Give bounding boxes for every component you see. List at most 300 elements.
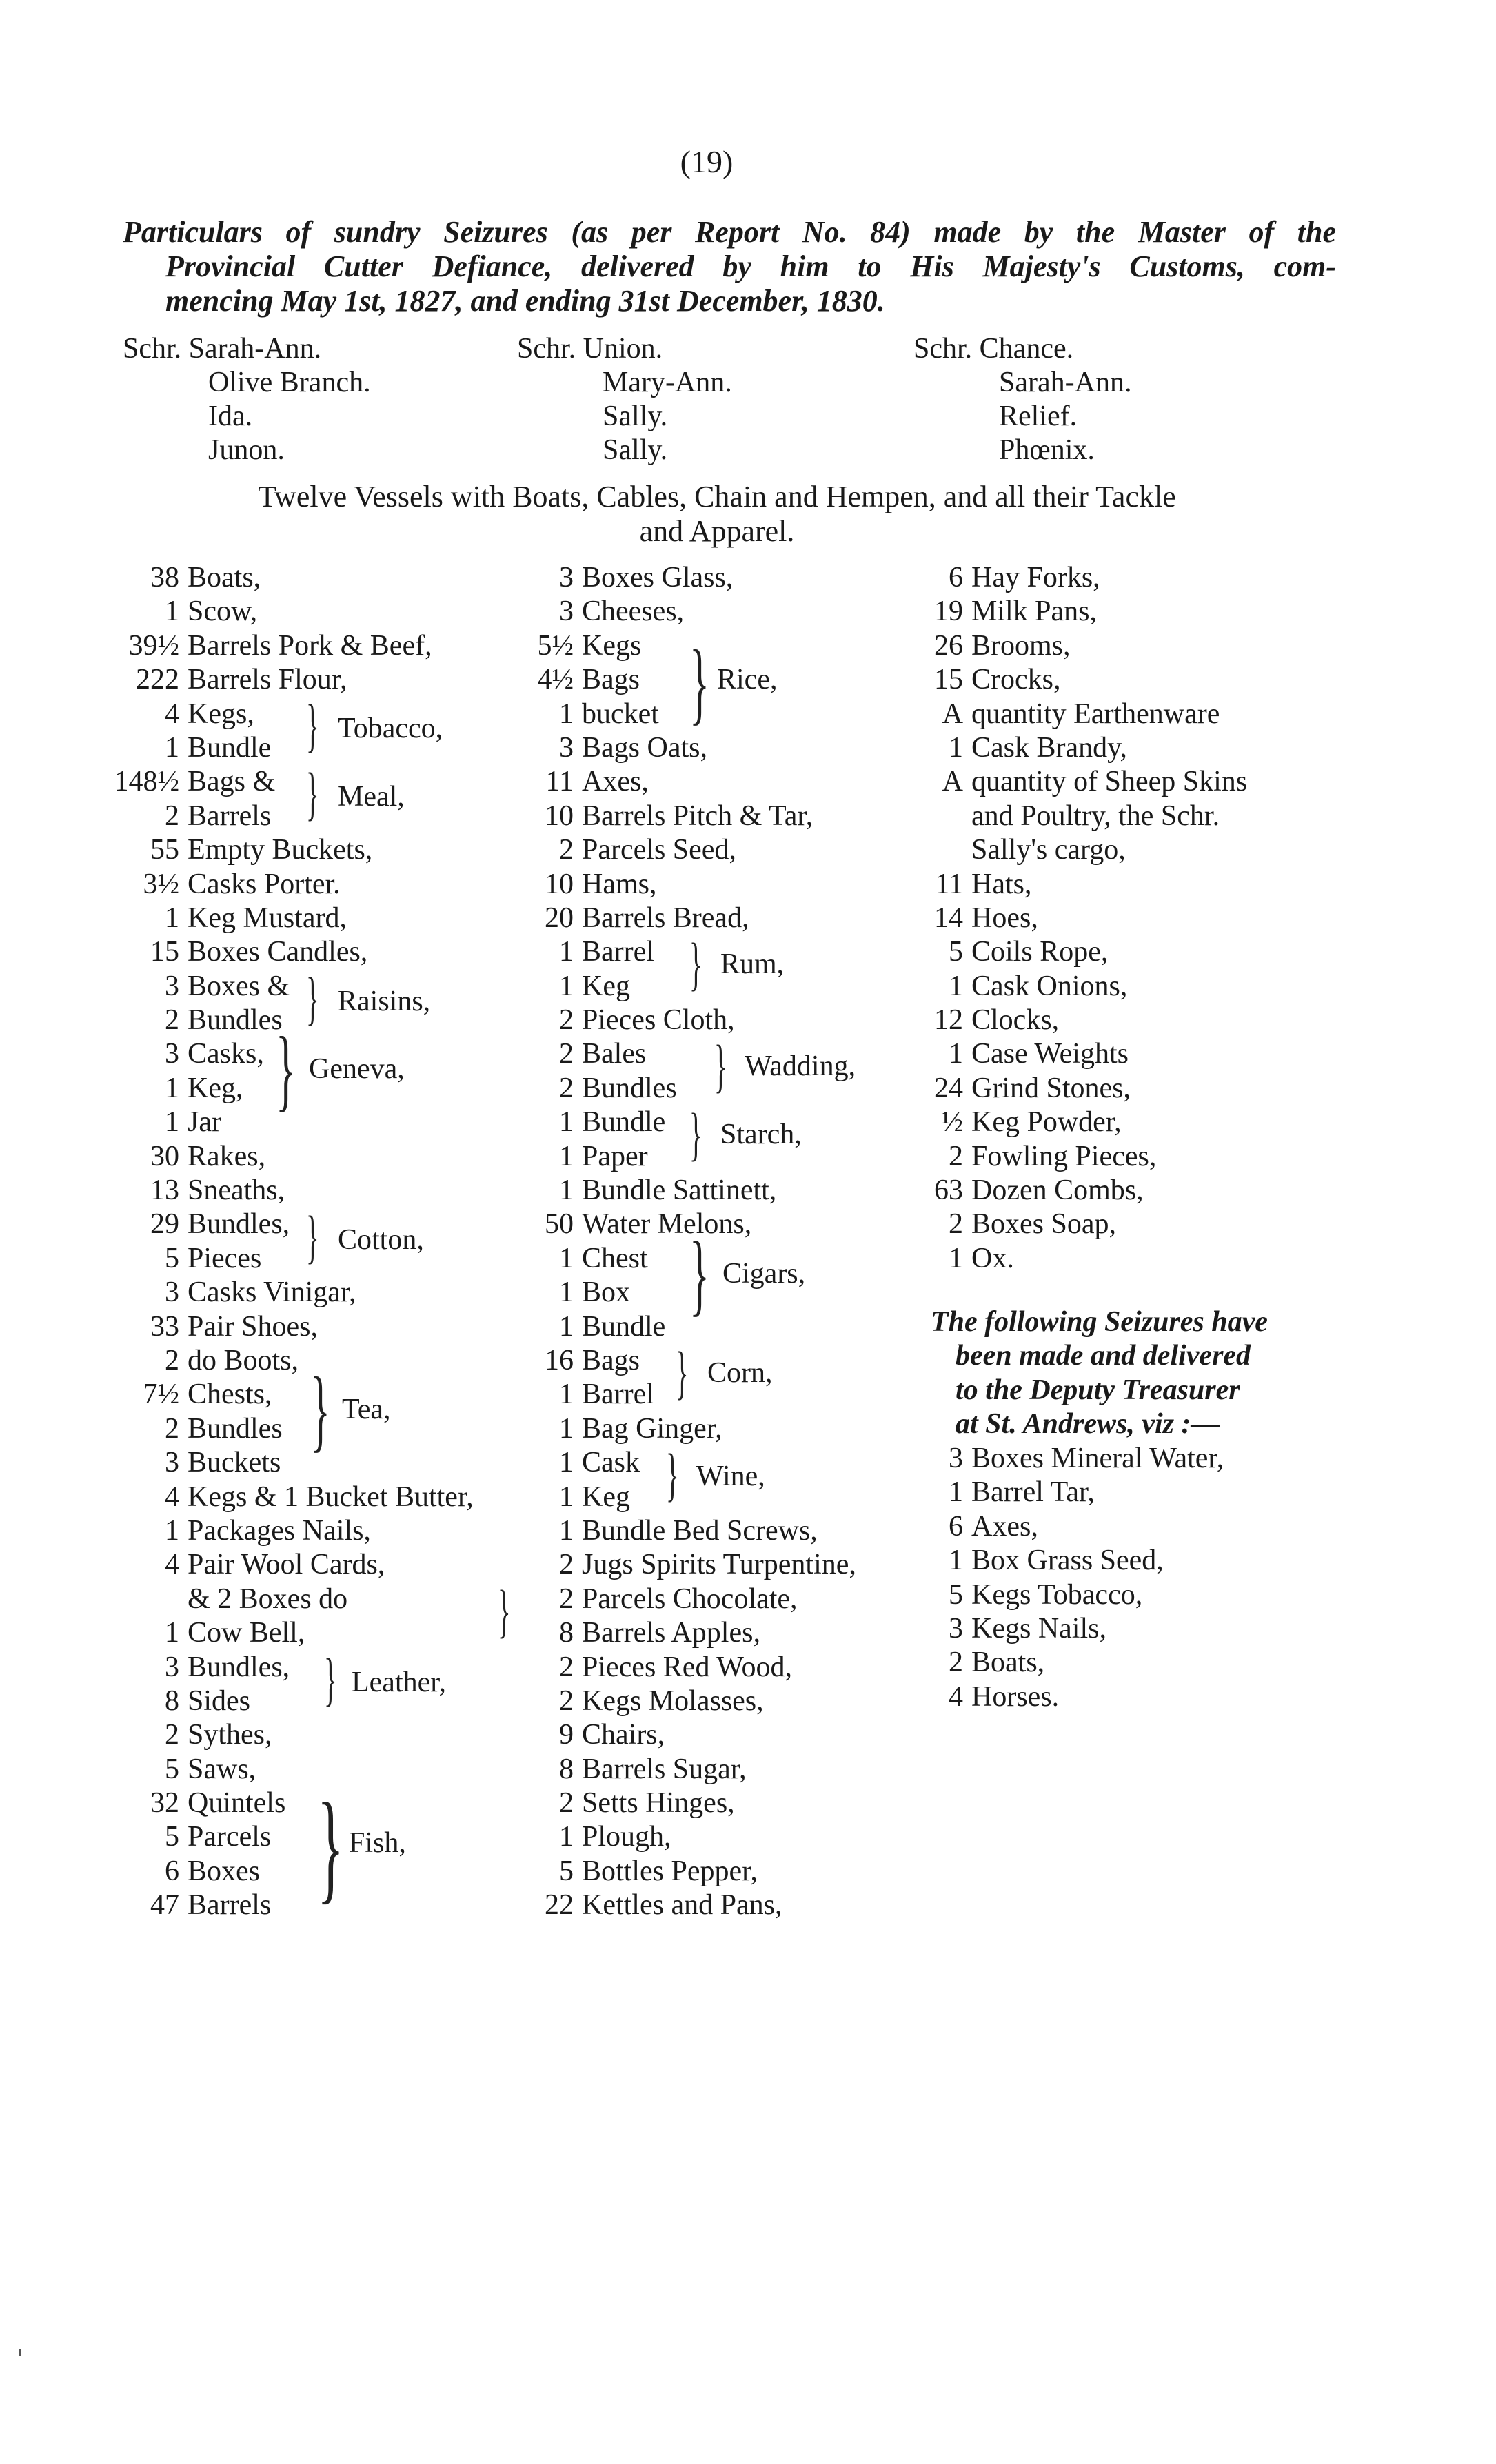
item-description: Kegs Tobacco, [971, 1578, 1143, 1611]
item-description: Sneaths, [188, 1174, 285, 1207]
item-description: Boxes Candles, [188, 936, 368, 968]
item-quantity: 1 [165, 1514, 179, 1547]
item-description: Grind Stones, [971, 1072, 1131, 1104]
list-item [510, 800, 931, 833]
item-description: Jugs Spirits Turpentine, [582, 1549, 856, 1581]
item-description: Bundles [582, 1072, 677, 1104]
item-description: Keg, [188, 1072, 243, 1104]
vessel-name: Relief. [999, 400, 1078, 432]
list-item [510, 1718, 931, 1752]
item-description: Parcels [188, 1821, 272, 1853]
item-quantity: 2 [165, 800, 179, 832]
item-quantity: 5½ [537, 629, 574, 662]
vessel-name: Olive Branch. [208, 367, 371, 398]
list-item [114, 1106, 541, 1139]
item-quantity: 1 [559, 936, 574, 968]
item-quantity: 1 [559, 1310, 574, 1343]
item-quantity: 4 [165, 1549, 179, 1581]
item-quantity: 2 [949, 1647, 963, 1679]
item-description: Cow Bell, [188, 1617, 305, 1649]
item-quantity: 2 [165, 1719, 179, 1751]
item-quantity: 22 [545, 1889, 574, 1922]
item-description: Kegs & 1 Bucket Butter, [188, 1480, 474, 1513]
item-quantity: 1 [559, 1447, 574, 1479]
item-quantity: 1 [949, 731, 963, 764]
group-label-tobacco: Tobacco, [338, 713, 443, 744]
item-quantity: 2 [559, 1038, 574, 1070]
group-label-meal: Meal, [338, 781, 405, 813]
list-item [510, 868, 931, 902]
item-quantity: 10 [545, 868, 574, 900]
item-description: Barrels Flour, [188, 664, 347, 696]
seizure-column-1 [114, 561, 541, 1923]
list-item [913, 1442, 1355, 1476]
list-item [114, 663, 541, 697]
item-description: Boats, [971, 1647, 1045, 1679]
list-item [913, 935, 1355, 969]
list-item [114, 1208, 541, 1241]
item-description: Hams, [582, 868, 657, 900]
item-description: Hats, [971, 868, 1032, 900]
item-description: Pieces [188, 1242, 262, 1274]
item-quantity: 32 [150, 1787, 179, 1820]
item-quantity: 4 [165, 698, 179, 730]
item-description: Pair Wool Cards, [188, 1549, 385, 1581]
item-description: Horses. [971, 1680, 1060, 1713]
item-description: Boxes [188, 1855, 260, 1887]
item-quantity: 5 [165, 1242, 179, 1274]
heading-line-1: Particulars of sundry Seizures (as per Report No. 84) made by the Master of the [123, 215, 1336, 249]
item-description: Bundle [582, 1106, 666, 1139]
list-item [510, 1786, 931, 1820]
item-description: Keg Powder, [971, 1106, 1122, 1139]
vessel-name: Mary-Ann. [603, 367, 732, 398]
brace-icon: } [714, 1032, 727, 1099]
brace-icon: } [689, 631, 709, 733]
list-item [114, 1582, 541, 1616]
seizures-heading-line: to the Deputy Treasurer [956, 1374, 1240, 1406]
list-item [114, 629, 541, 663]
item-quantity: 3 [559, 731, 574, 764]
group-label-rum: Rum, [720, 948, 785, 980]
list-item [913, 1072, 1355, 1106]
item-quantity: 5 [165, 1821, 179, 1853]
item-quantity: 15 [934, 664, 963, 696]
brace-icon: } [676, 1339, 689, 1405]
item-quantity: 2 [165, 1004, 179, 1037]
item-description: Sally's cargo, [971, 834, 1126, 866]
item-quantity: 3 [949, 1612, 963, 1645]
item-description: Bags [582, 1344, 640, 1376]
list-item [510, 629, 931, 663]
item-description: Cask Brandy, [971, 731, 1127, 764]
item-quantity: 5 [559, 1855, 574, 1887]
list-item [114, 800, 541, 833]
heading-line-2: Provincial Cutter Defiance, delivered by him to His Majesty's Customs, com- [165, 250, 1336, 283]
list-item [510, 902, 931, 935]
item-description: Barrels [188, 1889, 272, 1922]
item-description: Keg [582, 970, 630, 1002]
item-description: Clocks, [971, 1004, 1060, 1037]
brace-icon: } [666, 1441, 679, 1507]
item-description: Fowling Pieces, [971, 1140, 1157, 1172]
list-item [913, 1476, 1355, 1509]
item-quantity: 5 [165, 1753, 179, 1785]
item-quantity: 1 [559, 1106, 574, 1139]
brace-icon: } [306, 692, 319, 758]
delivered-seizures-list [913, 1442, 1355, 1714]
item-description: Sythes, [188, 1719, 272, 1751]
list-item [114, 1514, 541, 1548]
item-description: Boxes Glass, [582, 562, 734, 593]
item-quantity: 30 [150, 1140, 179, 1172]
brace-icon: } [689, 1223, 709, 1325]
twelve-vessels-note [138, 480, 1296, 549]
item-quantity: 12 [934, 1004, 963, 1037]
item-description: Barrels Pitch & Tar, [582, 800, 813, 832]
item-quantity: 1 [559, 1276, 574, 1309]
item-description: Hay Forks, [971, 562, 1100, 593]
item-quantity: 39½ [128, 629, 179, 662]
item-description: Rakes, [188, 1140, 266, 1172]
list-item [114, 698, 541, 731]
item-quantity: 1 [559, 1242, 574, 1274]
item-description: Packages Nails, [188, 1514, 371, 1547]
item-description: Scow, [188, 595, 258, 628]
list-item [913, 561, 1355, 595]
item-description: Pieces Cloth, [582, 1004, 735, 1037]
item-description: Axes, [971, 1510, 1038, 1542]
list-item [114, 833, 541, 867]
brace-icon: } [306, 965, 319, 1031]
item-quantity: 1 [949, 1476, 963, 1509]
item-quantity: 6 [949, 562, 963, 593]
list-item [114, 1548, 541, 1582]
list-item [114, 1310, 541, 1344]
document-heading [123, 215, 1336, 318]
twelve-vessels-line-2: and Apparel. [639, 514, 795, 548]
list-item [510, 698, 931, 731]
vessel-name: Schr. Sarah-Ann. [123, 333, 322, 365]
item-description: Bales [582, 1038, 647, 1070]
list-item [510, 1276, 931, 1310]
list-item [913, 1106, 1355, 1139]
list-item [114, 1174, 541, 1208]
item-quantity: 1 [949, 1242, 963, 1274]
brace-icon: } [498, 1578, 511, 1644]
item-quantity: 8 [559, 1617, 574, 1649]
item-quantity: 15 [150, 936, 179, 968]
list-item [114, 970, 541, 1004]
list-item [114, 1140, 541, 1174]
list-item [913, 1578, 1355, 1612]
item-description: Barrels Apples, [582, 1617, 760, 1649]
item-quantity: 33 [150, 1310, 179, 1343]
item-quantity: 2 [559, 1582, 574, 1615]
item-description: Bags [582, 664, 640, 696]
item-description: Parcels Chocolate, [582, 1582, 798, 1615]
item-quantity: 1 [165, 1617, 179, 1649]
item-quantity: 1 [165, 1072, 179, 1104]
list-item [114, 1276, 541, 1310]
item-quantity: 19 [934, 595, 963, 628]
item-description: bucket [582, 698, 659, 730]
item-description: Bundle [188, 731, 272, 764]
item-description: Bundle Bed Screws, [582, 1514, 818, 1547]
list-item [510, 833, 931, 867]
item-quantity: 29 [150, 1208, 179, 1241]
list-item [913, 970, 1355, 1004]
item-quantity: 1 [559, 1514, 574, 1547]
item-quantity: 9 [559, 1719, 574, 1751]
item-description: Empty Buckets, [188, 834, 373, 866]
item-description: Barrels Pork & Beef, [188, 629, 432, 662]
list-item [913, 1140, 1355, 1174]
item-quantity: 6 [165, 1855, 179, 1887]
item-description: Bundles, [188, 1651, 290, 1683]
item-quantity: 1 [165, 595, 179, 628]
vessel-list-1 [123, 332, 371, 467]
item-quantity: 47 [150, 1889, 179, 1922]
item-quantity: 26 [934, 629, 963, 662]
item-quantity: 1 [559, 1140, 574, 1172]
vessel-name: Ida. [208, 400, 253, 432]
item-description: Chests, [188, 1378, 272, 1411]
list-item [114, 1480, 541, 1514]
list-item [510, 1651, 931, 1684]
item-quantity: 2 [165, 1344, 179, 1376]
brace-icon: } [306, 760, 319, 826]
list-item [913, 629, 1355, 663]
vessel-name: Phœnix. [999, 434, 1095, 466]
item-quantity: 8 [165, 1684, 179, 1717]
item-quantity: 3 [165, 1038, 179, 1070]
group-label-fish: Fish, [349, 1827, 406, 1859]
list-item [913, 595, 1355, 629]
list-item [510, 1684, 931, 1718]
item-description: Chest [582, 1242, 648, 1274]
item-quantity: 3 [559, 562, 574, 593]
item-quantity: 2 [949, 1140, 963, 1172]
brace-icon: } [689, 1101, 702, 1167]
list-item [510, 595, 931, 629]
item-quantity: 3½ [143, 868, 179, 900]
group-label-leather: Leather, [352, 1667, 447, 1698]
vessel-list-2 [517, 332, 732, 467]
item-quantity: A [942, 766, 963, 798]
item-quantity: 1 [949, 1545, 963, 1577]
seizure-column-2 [510, 561, 931, 1923]
item-description: Bundles [188, 1004, 283, 1037]
item-description: Saws, [188, 1753, 256, 1785]
item-quantity: 148½ [114, 766, 179, 798]
list-item [114, 731, 541, 765]
item-quantity: 14 [934, 902, 963, 934]
item-description: do Boots, [188, 1344, 299, 1376]
item-description: Jar [188, 1106, 221, 1139]
item-description: Kegs [582, 629, 642, 662]
list-item [510, 561, 931, 595]
item-description: Boxes & [188, 970, 290, 1002]
item-description: Cask Onions, [971, 970, 1128, 1002]
item-description: Keg Mustard, [188, 902, 347, 934]
item-quantity: 11 [545, 766, 574, 798]
item-description: Bundles, [188, 1208, 290, 1241]
item-quantity: 1 [559, 698, 574, 730]
item-description: Pieces Red Wood, [582, 1651, 792, 1683]
list-item [114, 1004, 541, 1037]
item-quantity: 5 [949, 1578, 963, 1611]
list-item [510, 1616, 931, 1650]
item-quantity: 3 [949, 1443, 963, 1474]
list-item [913, 698, 1355, 731]
group-label-wine: Wine, [696, 1460, 765, 1492]
list-item [913, 1004, 1355, 1037]
list-item [114, 561, 541, 595]
list-item [913, 731, 1355, 765]
item-description: & 2 Boxes do [188, 1582, 348, 1615]
item-quantity: 4 [949, 1680, 963, 1713]
item-quantity: 16 [545, 1344, 574, 1376]
item-quantity: 2 [165, 1412, 179, 1445]
group-label-tea: Tea, [342, 1394, 391, 1425]
item-description: Axes, [582, 766, 649, 798]
item-quantity: 38 [150, 562, 179, 593]
item-description: Casks Porter. [188, 868, 341, 900]
list-item [913, 765, 1355, 799]
item-description: Kegs, [188, 698, 254, 730]
list-item [913, 902, 1355, 935]
item-quantity: 7½ [143, 1378, 179, 1411]
list-item [510, 1514, 931, 1548]
list-item [114, 765, 541, 799]
item-description: Dozen Combs, [971, 1174, 1144, 1207]
list-item [913, 1646, 1355, 1680]
item-description: Barrel Tar, [971, 1476, 1095, 1509]
group-label-raisins: Raisins, [338, 986, 431, 1017]
item-description: Cask [582, 1447, 640, 1479]
item-description: Sides [188, 1684, 251, 1717]
group-label-rice: Rice, [717, 664, 778, 695]
list-item [114, 902, 541, 935]
item-description: Barrels [188, 800, 272, 832]
item-description: Chairs, [582, 1719, 665, 1751]
group-label-geneva: Geneva, [309, 1053, 405, 1085]
item-description: Kegs Molasses, [582, 1684, 764, 1717]
item-quantity: 2 [559, 1072, 574, 1104]
item-description: Bundles [188, 1412, 283, 1445]
item-description: Milk Pans, [971, 595, 1098, 628]
list-item [510, 1548, 931, 1582]
item-description: Parcels Seed, [582, 834, 736, 866]
item-description: Bags Oats, [582, 731, 707, 764]
item-quantity: 13 [150, 1174, 179, 1207]
item-quantity: A [942, 698, 963, 730]
item-quantity: 3 [165, 970, 179, 1002]
scan-speck [19, 2349, 21, 2356]
heading-line-3: mencing May 1st, 1827, and ending 31st December, 1830. [165, 284, 885, 318]
item-description: Box Grass Seed, [971, 1545, 1164, 1577]
list-item [114, 1242, 541, 1276]
seizures-heading-line: The following Seizures have [931, 1306, 1268, 1338]
list-item [913, 1037, 1355, 1071]
item-quantity: 10 [545, 800, 574, 832]
list-item [510, 1310, 931, 1344]
item-description: Setts Hinges, [582, 1787, 735, 1820]
item-description: Pair Shoes, [188, 1310, 318, 1343]
item-quantity: ½ [941, 1106, 963, 1139]
item-description: Crocks, [971, 664, 1061, 696]
item-description: Ox. [971, 1242, 1014, 1274]
list-item [510, 1208, 931, 1241]
vessel-name: Schr. Chance. [913, 333, 1074, 365]
item-description: Barrel [582, 1378, 654, 1411]
item-description: Kettles and Pans, [582, 1889, 782, 1922]
brace-icon: } [689, 930, 702, 997]
item-quantity: 2 [949, 1208, 963, 1241]
vessel-name: Schr. Union. [517, 333, 663, 365]
item-quantity: 1 [559, 1378, 574, 1411]
twelve-vessels-line-1: Twelve Vessels with Boats, Cables, Chain and Hempen, and all their Tackle [258, 480, 1176, 513]
brace-icon: } [310, 1358, 330, 1460]
item-quantity: 5 [949, 936, 963, 968]
item-description: quantity Earthenware [971, 698, 1220, 730]
item-quantity: 4 [165, 1480, 179, 1513]
vessel-name: Junon. [208, 434, 285, 466]
item-quantity: 2 [559, 1004, 574, 1037]
seizures-heading-line: been made and delivered [956, 1340, 1251, 1372]
list-item [510, 1855, 931, 1888]
item-quantity: 6 [949, 1510, 963, 1542]
item-quantity: 222 [136, 664, 179, 696]
delivered-seizures-heading [931, 1305, 1268, 1442]
group-label-cotton: Cotton, [338, 1224, 424, 1256]
page-number: (19) [680, 144, 734, 179]
item-description: Barrels Sugar, [582, 1753, 747, 1785]
list-item [913, 1208, 1355, 1241]
item-description: Bags & [188, 766, 276, 798]
brace-icon: } [324, 1646, 337, 1712]
item-description: Boxes Mineral Water, [971, 1443, 1224, 1474]
item-description: Casks, [188, 1038, 264, 1070]
list-item [913, 800, 1355, 833]
item-quantity: 1 [949, 970, 963, 1002]
brace-icon: } [306, 1203, 319, 1270]
seizures-heading-line: at St. Andrews, viz :— [956, 1408, 1220, 1440]
item-quantity: 1 [165, 902, 179, 934]
list-item [510, 1582, 931, 1616]
list-item [510, 1888, 931, 1922]
item-description: Hoes, [971, 902, 1038, 934]
item-quantity: 20 [545, 902, 574, 934]
list-item [114, 1718, 541, 1752]
item-quantity: 2 [559, 834, 574, 866]
item-description: Bottles Pepper, [582, 1855, 758, 1887]
list-item [913, 663, 1355, 697]
item-description: Bag Ginger, [582, 1412, 722, 1445]
item-description: Case Weights [971, 1038, 1129, 1070]
list-item [510, 1174, 931, 1208]
list-item [913, 1510, 1355, 1544]
item-description: Boats, [188, 562, 261, 593]
item-quantity: 1 [165, 731, 179, 764]
item-description: Plough, [582, 1821, 671, 1853]
item-quantity: 55 [150, 834, 179, 866]
item-description: Paper [582, 1140, 648, 1172]
item-quantity: 2 [559, 1787, 574, 1820]
item-quantity: 1 [559, 1821, 574, 1853]
item-description: Kegs Nails, [971, 1612, 1106, 1645]
